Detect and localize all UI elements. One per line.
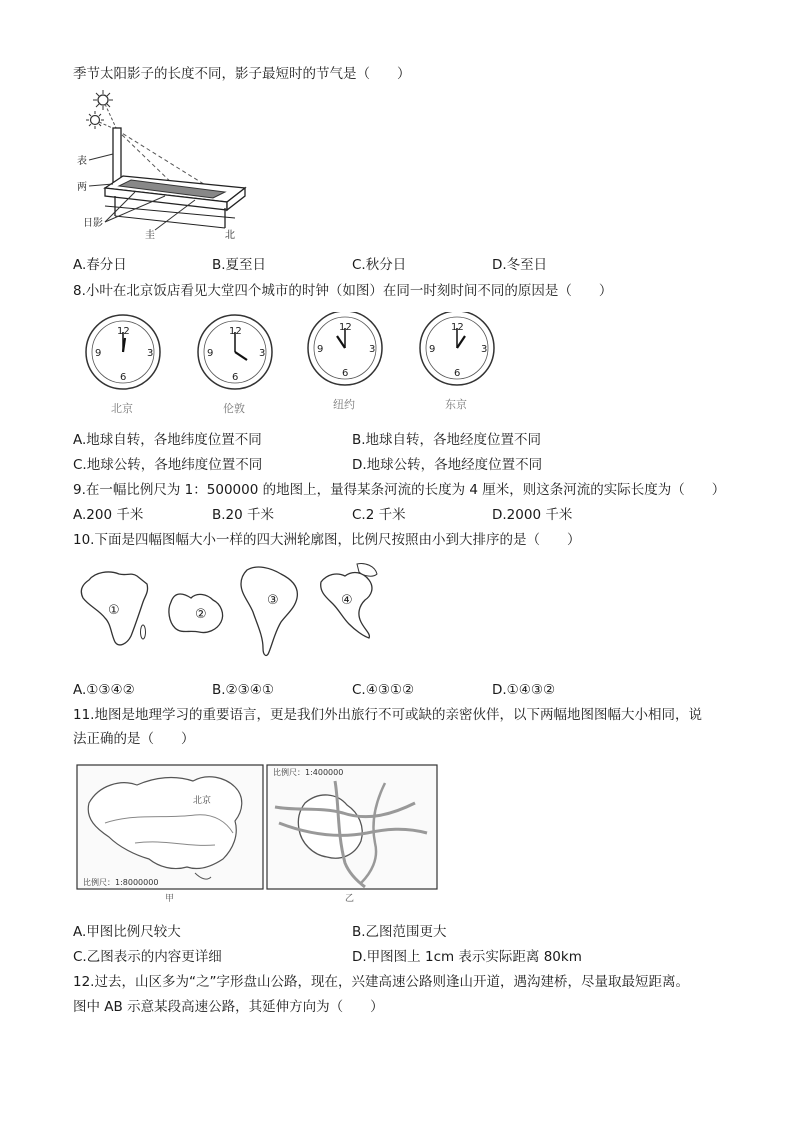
q7-option-d[interactable]: D.冬至日 — [492, 257, 548, 273]
map-jia-caption: 甲 — [165, 894, 175, 903]
clock-city-label: 纽约 — [333, 398, 355, 411]
svg-text:3: 3 — [369, 344, 376, 355]
svg-text:9: 9 — [207, 348, 214, 359]
svg-text:9: 9 — [95, 348, 102, 359]
q7-option-c[interactable]: C.秋分日 — [352, 257, 407, 273]
q7-option-a[interactable]: A.春分日 — [73, 257, 127, 273]
q8-option-c[interactable]: C.地球公转，各地纬度位置不同 — [73, 457, 263, 473]
q11-option-b[interactable]: B.乙图范围更大 — [352, 924, 447, 940]
mark-1: ① — [108, 603, 120, 618]
clock-city-label: 北京 — [111, 402, 133, 415]
q11-stem-line2: 法正确的是（ ） — [73, 731, 195, 747]
label-bei: 北 — [225, 230, 235, 241]
shadow-gnomon-figure — [75, 88, 250, 243]
map-place-label: 北京 — [193, 796, 212, 806]
q7-stem: 季节太阳影子的长度不同，影子最短时的节气是（ ） — [73, 66, 411, 82]
sun-icon — [86, 111, 104, 129]
map-yi-scale: 比例尺：1:400000 — [273, 768, 344, 777]
svg-text:12: 12 — [339, 322, 352, 333]
clock-newyork — [308, 312, 382, 411]
svg-text:9: 9 — [429, 344, 436, 355]
q8-option-b[interactable]: B.地球自转，各地经度位置不同 — [352, 432, 542, 448]
svg-text:3: 3 — [481, 344, 488, 355]
q10-option-b[interactable]: B.②③④① — [212, 682, 274, 698]
q7-option-b[interactable]: B.夏至日 — [212, 257, 267, 273]
q11-option-c[interactable]: C.乙图表示的内容更详细 — [73, 949, 222, 965]
clocks-figure — [75, 312, 515, 422]
svg-text:12: 12 — [451, 322, 464, 333]
continents-figure — [75, 560, 395, 665]
label-riying: 日影 — [83, 218, 103, 229]
q10-option-c[interactable]: C.④③①② — [352, 682, 415, 698]
q11-stem-line1: 11.地图是地理学习的重要语言，更是我们外出旅行不可或缺的亲密伙伴，以下两幅地图图幅大小相同，说 — [73, 707, 702, 723]
label-gui: 圭 — [145, 230, 155, 241]
label-biao: 表 — [77, 156, 87, 167]
q10-option-d[interactable]: D.①④③② — [492, 682, 556, 698]
label-liang: 两 — [77, 182, 87, 193]
q9-option-d[interactable]: D.2000 千米 — [492, 507, 573, 523]
continent-south-america-outline — [241, 567, 297, 655]
q12-stem-line1: 12.过去，山区多为“之”字形盘山公路，现在，兴建高速公路则逢山开道，遇沟建桥，尽量取最短距离。 — [73, 974, 689, 990]
q9-stem: 9.在一幅比例尺为 1：500000 的地图上，量得某条河流的长度为 4 厘米，则这条河流的实际长度为（ ） — [73, 482, 726, 498]
q12-stem-line2: 图中 AB 示意某段高速公路，其延伸方向为（ ） — [73, 999, 384, 1015]
svg-text:3: 3 — [259, 348, 266, 359]
q9-option-b[interactable]: B.20 千米 — [212, 507, 275, 523]
clock-city-label: 东京 — [445, 398, 467, 411]
svg-text:3: 3 — [147, 348, 154, 359]
q11-option-d[interactable]: D.甲图图上 1cm 表示实际距离 80km — [352, 949, 582, 965]
svg-text:9: 9 — [317, 344, 324, 355]
q11-option-a[interactable]: A.甲图比例尺较大 — [73, 924, 181, 940]
q10-option-a[interactable]: A.①③④② — [73, 682, 135, 698]
clock-beijing — [86, 315, 160, 415]
map-yi — [267, 765, 437, 903]
q8-option-a[interactable]: A.地球自转，各地纬度位置不同 — [73, 432, 262, 448]
clock-tokyo — [420, 312, 494, 411]
svg-text:6: 6 — [120, 372, 127, 383]
svg-text:12: 12 — [229, 326, 242, 337]
q10-stem: 10.下面是四幅图幅大小一样的四大洲轮廓图，比例尺按照由小到大排序的是（ ） — [73, 532, 581, 548]
mark-2: ② — [195, 607, 207, 622]
svg-text:6: 6 — [232, 372, 239, 383]
map-jia — [77, 765, 263, 903]
q9-option-a[interactable]: A.200 千米 — [73, 507, 144, 523]
svg-text:6: 6 — [454, 368, 461, 379]
clock-london — [198, 315, 272, 415]
map-jia-scale: 比例尺：1:8000000 — [83, 878, 159, 887]
maps-figure — [75, 763, 445, 903]
mark-3: ③ — [267, 593, 279, 608]
q8-option-d[interactable]: D.地球公转，各地经度位置不同 — [352, 457, 543, 473]
svg-text:6: 6 — [342, 368, 349, 379]
mark-4: ④ — [341, 593, 353, 608]
sun-icon — [93, 90, 113, 110]
q9-option-c[interactable]: C.2 千米 — [352, 507, 406, 523]
svg-text:12: 12 — [117, 326, 130, 337]
map-yi-caption: 乙 — [345, 894, 355, 903]
clock-city-label: 伦敦 — [223, 402, 245, 415]
q8-stem: 8.小叶在北京饭店看见大堂四个城市的时钟（如图）在同一时刻时间不同的原因是（ ） — [73, 283, 613, 299]
